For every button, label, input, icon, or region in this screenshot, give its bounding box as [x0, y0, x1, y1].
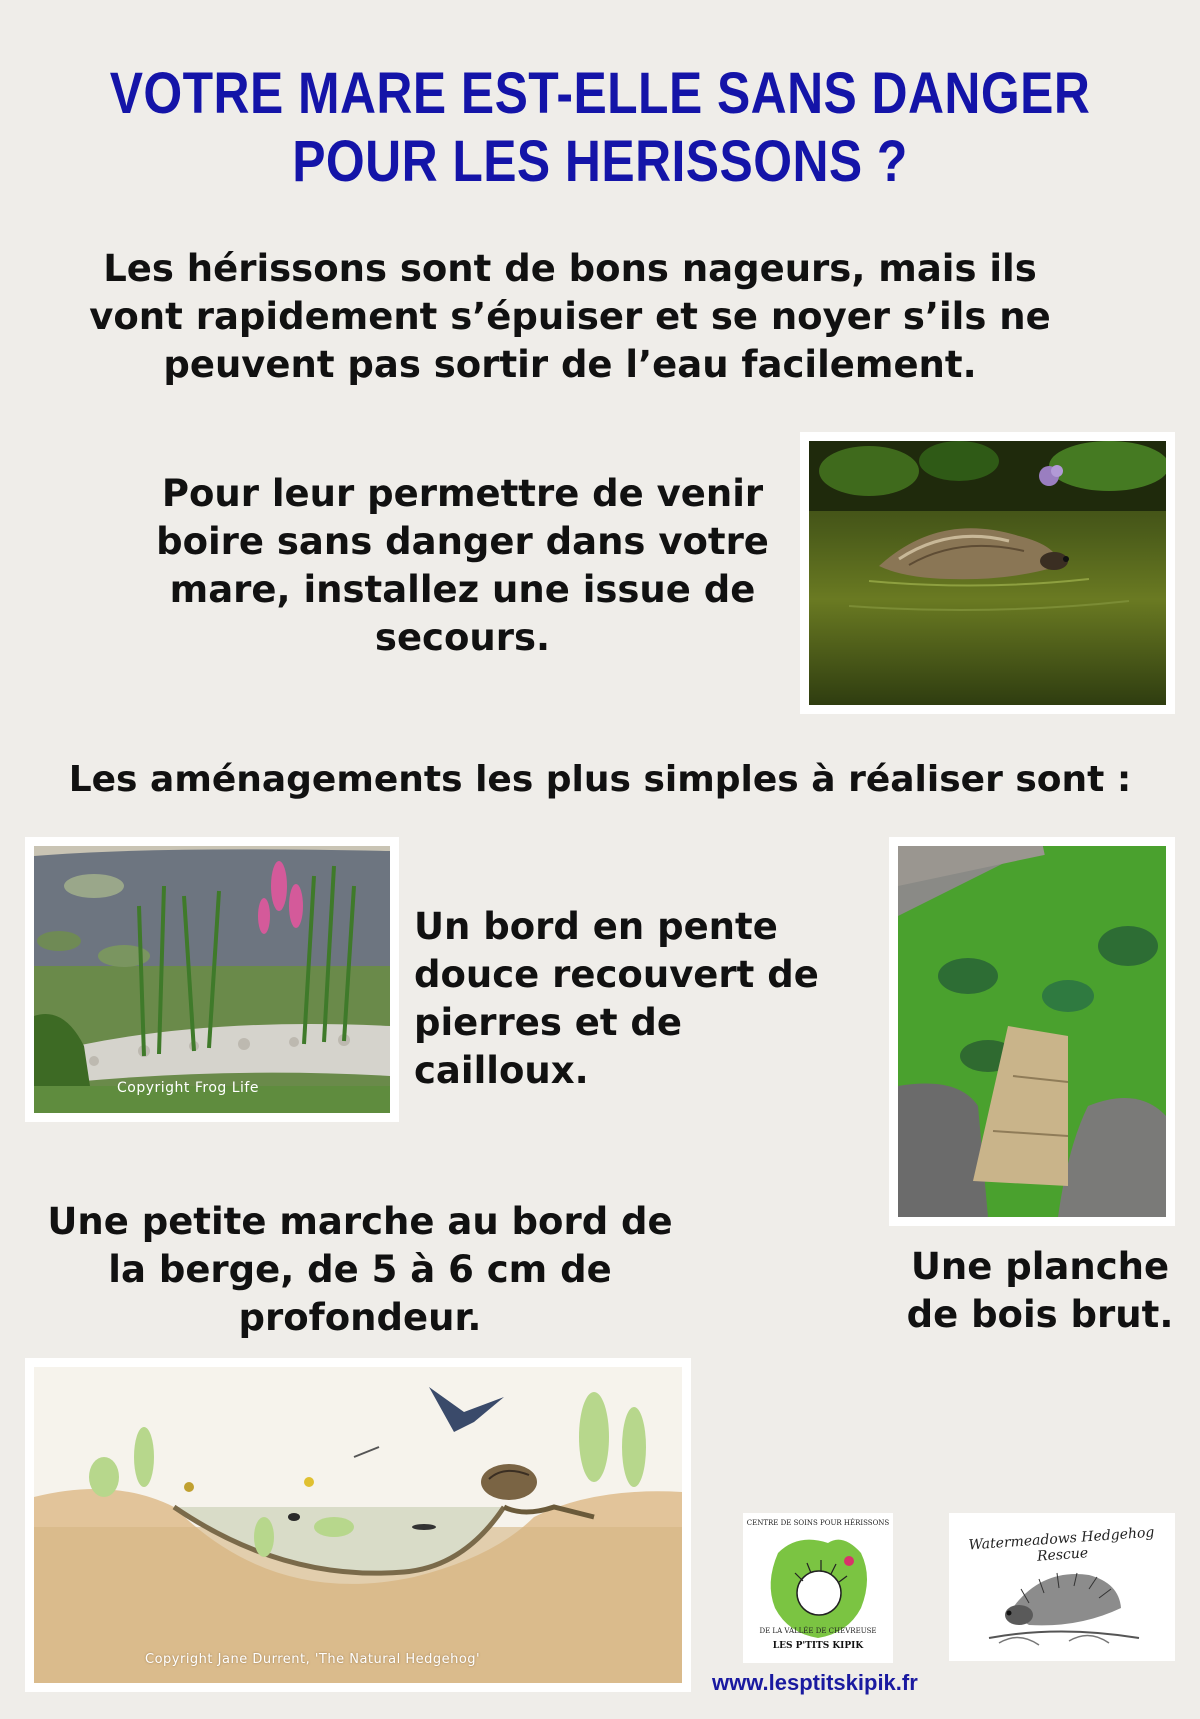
list-heading: Les aménagements les plus simples à réaliser sont :	[68, 759, 1132, 800]
watermeadows-logo-text: Watermeadows Hedgehog Rescue	[968, 1524, 1155, 1565]
kipik-logo-mid-text: DE LA VALLÉE DE CHEVREUSE	[759, 1627, 877, 1635]
diagram-copyright: Copyright Jane Durrent, 'The Natural Hedgehog'	[145, 1652, 481, 1667]
swimming-hedgehog-photo	[800, 432, 1175, 714]
option-step-text: Une petite marche au bord de la berge, de 5 à 6 cm de profondeur.	[47, 1200, 673, 1339]
kipik-logo-name: LES P'TITS KIPIK	[772, 1641, 864, 1651]
slope-photo-copyright: Copyright Frog Life	[117, 1080, 259, 1096]
page-title	[84, 60, 1116, 196]
option-slope-text: Un bord en pente douce recouvert de pierres et de cailloux.	[414, 905, 819, 1092]
website-link[interactable]: www.lesptitskipik.fr	[712, 1670, 918, 1695]
intro-paragraph: Les hérissons sont de bons nageurs, mais ils vont rapidement s’épuiser et se noyer s’ils ne peuvent pas sortir de l’eau facilement.	[89, 247, 1051, 386]
option-plank-text: Une planche de bois brut.	[906, 1245, 1174, 1336]
title-line-1: VOTRE MARE EST-ELLE SANS DANGER	[109, 61, 1091, 126]
title-line-2: POUR LES HERISSONS ?	[292, 129, 908, 194]
wooden-plank-photo	[889, 837, 1175, 1226]
kipik-logo-top-text: CENTRE DE SOINS POUR HÉRISSONS	[746, 1519, 890, 1527]
pond-step-diagram	[25, 1358, 691, 1692]
watermeadows-logo	[949, 1513, 1175, 1661]
exit-paragraph: Pour leur permettre de venir boire sans danger dans votre mare, installez une issue de secours.	[156, 472, 769, 659]
kipik-logo	[743, 1513, 893, 1663]
gentle-slope-photo	[25, 837, 399, 1122]
